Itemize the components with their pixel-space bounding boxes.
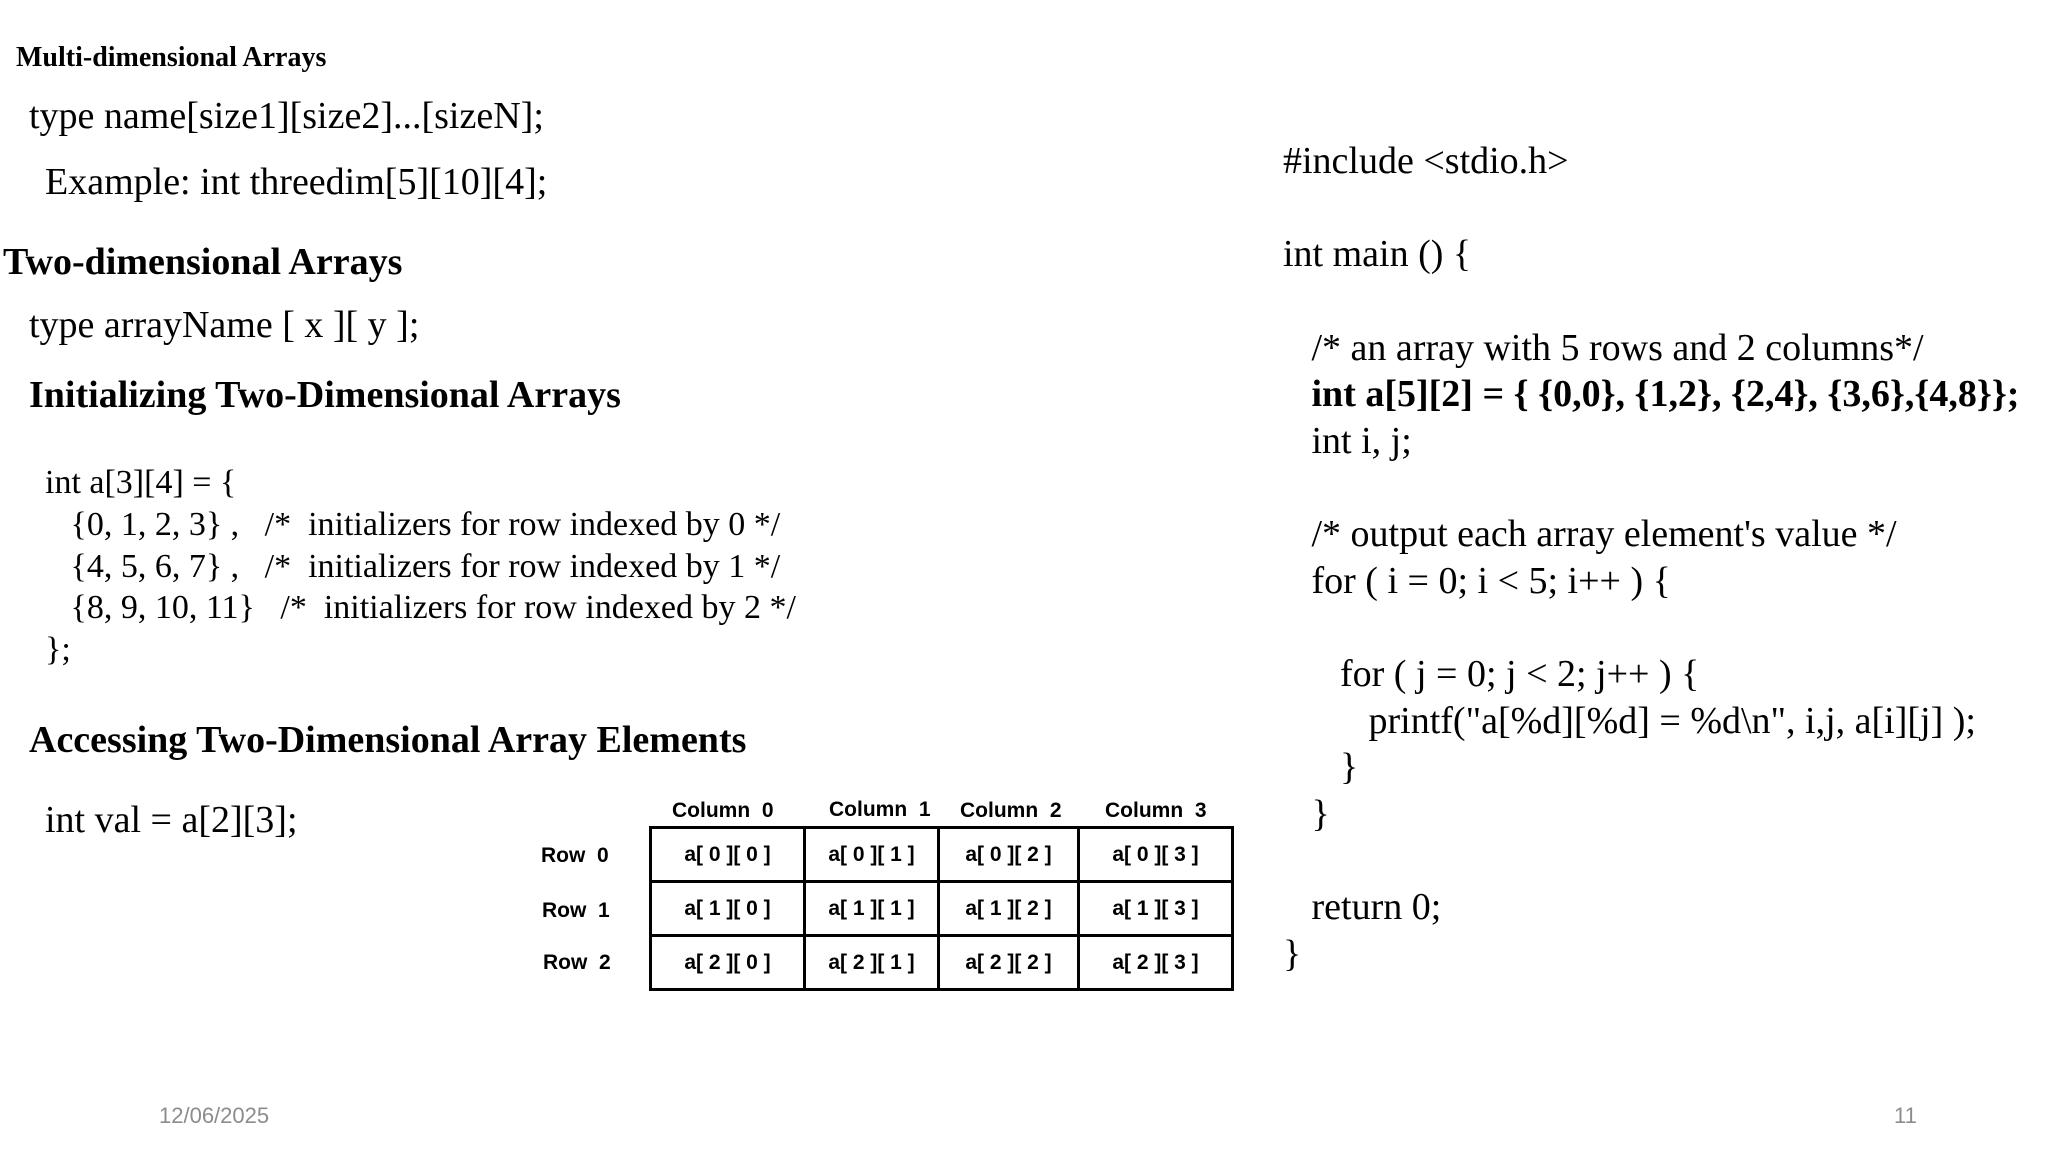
array-cell: a[ 1 ][ 1 ] bbox=[805, 882, 939, 936]
code-line: int main () { bbox=[1283, 233, 1472, 275]
array-cell: a[ 2 ][ 3 ] bbox=[1079, 936, 1233, 990]
array-cell: a[ 2 ][ 0 ] bbox=[651, 936, 805, 990]
array-cell: a[ 1 ][ 3 ] bbox=[1079, 882, 1233, 936]
example-line: Example: int threedim[5][10][4]; bbox=[45, 161, 548, 203]
column-header: Column 2 bbox=[960, 799, 1062, 822]
array-cell: a[ 0 ][ 3 ] bbox=[1079, 828, 1233, 882]
access-heading: Accessing Two-Dimensional Array Elements bbox=[29, 719, 747, 761]
code-line: /* output each array element's value */ bbox=[1283, 513, 1897, 555]
code-line: } bbox=[1283, 793, 1330, 835]
table-row bbox=[651, 936, 1233, 990]
footer-date: 12/06/2025 bbox=[159, 1103, 270, 1128]
code-line: } bbox=[1283, 746, 1359, 788]
two-dim-syntax: type arrayName [ x ][ y ]; bbox=[29, 304, 420, 346]
init-code-line: {0, 1, 2, 3} , /* initializers for row indexed by 0 */ bbox=[45, 506, 781, 543]
code-line: int i, j; bbox=[1283, 420, 1412, 462]
array-cell: a[ 1 ][ 0 ] bbox=[651, 882, 805, 936]
row-label: Row 0 bbox=[541, 844, 609, 867]
slide-title: Multi-dimensional Arrays bbox=[16, 42, 327, 73]
column-header: Column 0 bbox=[672, 799, 774, 822]
code-line: int a[5][2] = { {0,0}, {1,2}, {2,4}, {3,6},{4,8}}; bbox=[1283, 373, 2020, 415]
array-grid bbox=[649, 826, 1234, 991]
row-label: Row 1 bbox=[542, 899, 610, 922]
init-heading: Initializing Two-Dimensional Arrays bbox=[29, 374, 621, 416]
code-line: return 0; bbox=[1283, 886, 1442, 928]
init-code-line: }; bbox=[45, 631, 71, 668]
init-code-line: {8, 9, 10, 11} /* initializers for row indexed by 2 */ bbox=[45, 589, 796, 626]
page-number: 11 bbox=[1894, 1103, 1917, 1128]
syntax-line: type name[size1][size2]...[sizeN]; bbox=[29, 95, 544, 137]
code-line: printf("a[%d][%d] = %d\n", i,j, a[i][j] ); bbox=[1283, 700, 1976, 742]
code-line: #include <stdio.h> bbox=[1283, 140, 1569, 182]
table-row bbox=[651, 828, 1233, 882]
column-header: Column 1 bbox=[829, 798, 931, 821]
code-line: for ( j = 0; j < 2; j++ ) { bbox=[1283, 653, 1700, 695]
code-line: } bbox=[1283, 933, 1302, 975]
array-cell: a[ 0 ][ 0 ] bbox=[651, 828, 805, 882]
access-code: int val = a[2][3]; bbox=[45, 799, 298, 841]
array-cell: a[ 1 ][ 2 ] bbox=[939, 882, 1079, 936]
array-cell: a[ 2 ][ 2 ] bbox=[939, 936, 1079, 990]
column-header: Column 3 bbox=[1105, 799, 1207, 822]
init-code-line: int a[3][4] = { bbox=[45, 464, 237, 501]
array-cell: a[ 0 ][ 2 ] bbox=[939, 828, 1079, 882]
two-dim-heading: Two-dimensional Arrays bbox=[3, 241, 403, 283]
code-line: for ( i = 0; i < 5; i++ ) { bbox=[1283, 560, 1671, 602]
row-label: Row 2 bbox=[543, 951, 611, 974]
init-code-line: {4, 5, 6, 7} , /* initializers for row indexed by 1 */ bbox=[45, 548, 781, 585]
table-row bbox=[651, 882, 1233, 936]
array-cell: a[ 0 ][ 1 ] bbox=[805, 828, 939, 882]
array-cell: a[ 2 ][ 1 ] bbox=[805, 936, 939, 990]
code-line: /* an array with 5 rows and 2 columns*/ bbox=[1283, 327, 1924, 369]
